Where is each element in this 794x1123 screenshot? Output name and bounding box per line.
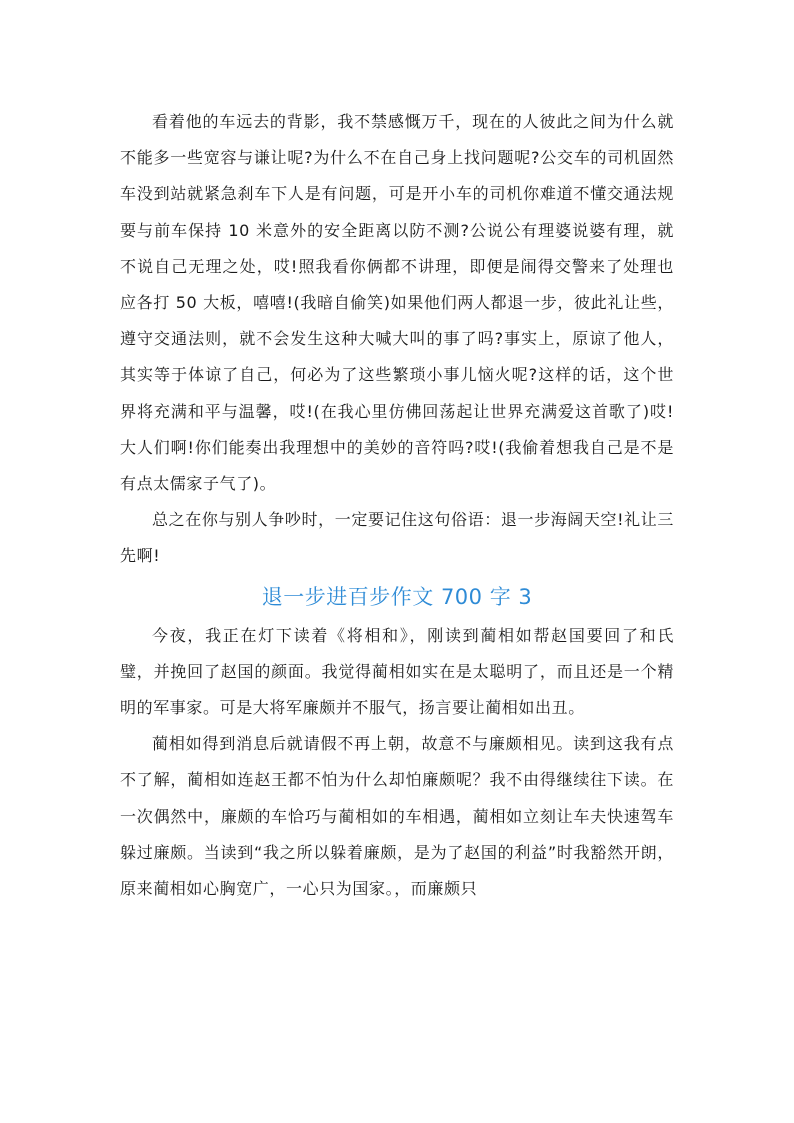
body-paragraph: 总之在你与别人争吵时，一定要记住这句俗语：退一步海阔天空!礼让三先啊! <box>120 510 674 566</box>
body-paragraph: 蔺相如得到消息后就请假不再上朝，故意不与廉颇相见。读到这我有点不了解，蔺相如连赵王都不怕为什么却怕廉颇呢？我不由得继续往下读。在一次偶然中，廉颇的车恰巧与蔺相如的车相遇，蔺相如立刻让车夫快速驾车躲过廉颇。当读到“我之所以躲着廉颇，是为了赵国的利益”时我豁然开朗，原来蔺相如心胸宽广，一心只为国家。，而廉颇只 <box>120 734 674 899</box>
body-paragraph: 今夜，我正在灯下读着《将相和》，刚读到蔺相如帮赵国要回了和氏璧，并挽回了赵国的颜面。我觉得蔺相如实在是太聪明了，而且还是一个精明的军事家。可是大将军廉颇并不服气，扬言要让蔺相如出丑。 <box>120 625 674 718</box>
section-title: 退一步进百步作文 700 字 3 <box>261 584 533 609</box>
body-paragraph: 看着他的车远去的背影，我不禁感慨万千，现在的人彼此之间为什么就不能多一些宽容与谦让呢?为什么不在自己身上找问题呢?公交车的司机固然车没到站就紧急刹车下人是有问题，可是开小车的司机你难道不懂交通法规要与前车保持 10 米意外的安全距离以防不测?公说公有理婆说婆有理，就不说自己无理之处，哎!照我看你俩都不讲理，即便是闹得交警来了处理也应各打 50 大板，嘻嘻!(我暗自偷笑)如果他们两人都退一步，彼此礼让些，遵守交通法则，就不会发生这种大喊大叫的事了吗?事实上，原谅了他人，其实等于体谅了自己，何必为了这些繁琐小事儿恼火呢?这样的话，这个世界将充满和平与温馨，哎!(在我心里仿佛回荡起让世界充满爱这首歌了)哎!大人们啊!你们能奏出我理想中的美妙的音符吗?哎!(我偷着想我自己是不是有点太儒家子气了)。 <box>120 112 674 494</box>
